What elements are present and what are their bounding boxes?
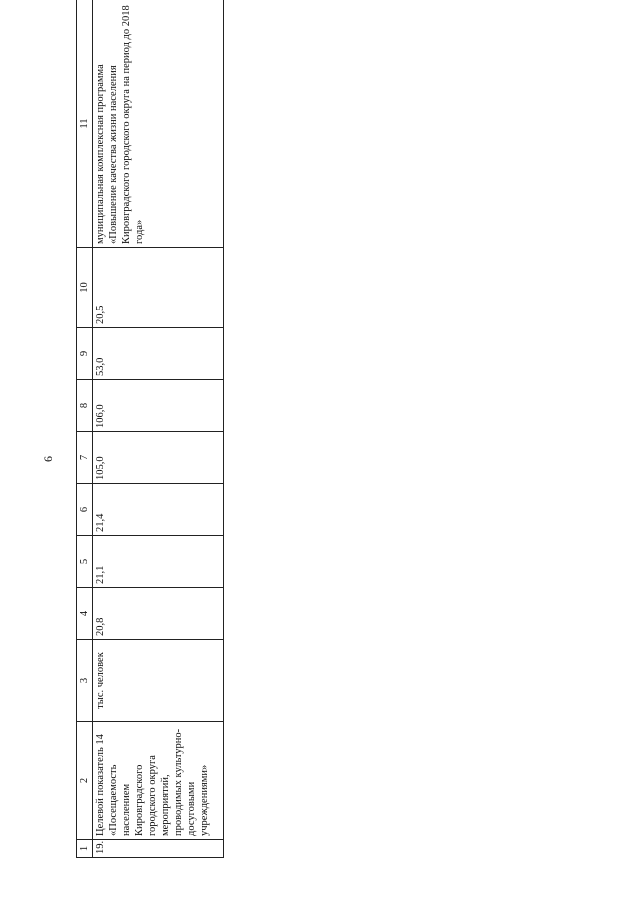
value-cell: 20,8 — [93, 588, 224, 640]
data-table — [76, 0, 224, 858]
table-row — [93, 0, 224, 858]
column-header: 7 — [77, 432, 93, 484]
unit-cell: тыс. человек — [93, 640, 224, 722]
value-cell: 20,5 — [93, 248, 224, 328]
value-cell: 105,0 — [93, 432, 224, 484]
column-header: 3 — [77, 640, 93, 722]
value-cell: 106,0 — [93, 380, 224, 432]
column-header: 10 — [77, 248, 93, 328]
column-header: 5 — [77, 536, 93, 588]
row-number: 19. — [93, 840, 224, 858]
column-header: 1 — [77, 840, 93, 858]
program-cell: муниципальная комплексная программа «Повышение качества жизни населения Кировградского городского округа на период до 2018 года» — [93, 0, 224, 248]
data-table-container — [76, 5, 224, 858]
value-cell: 21,1 — [93, 536, 224, 588]
column-header: 9 — [77, 328, 93, 380]
column-header: 11 — [77, 0, 93, 248]
value-cell: 53,0 — [93, 328, 224, 380]
column-header: 6 — [77, 484, 93, 536]
column-header: 2 — [77, 722, 93, 840]
indicator-name: Целевой показатель 14 «Посещаемость населением Кировградского городского округа мероприятий, проводимых культурно-досуговыми учреждениями» — [93, 722, 224, 840]
value-cell: 21,4 — [93, 484, 224, 536]
page-number: 6 — [41, 456, 55, 462]
header-row — [77, 0, 93, 858]
column-header: 4 — [77, 588, 93, 640]
column-header: 8 — [77, 380, 93, 432]
